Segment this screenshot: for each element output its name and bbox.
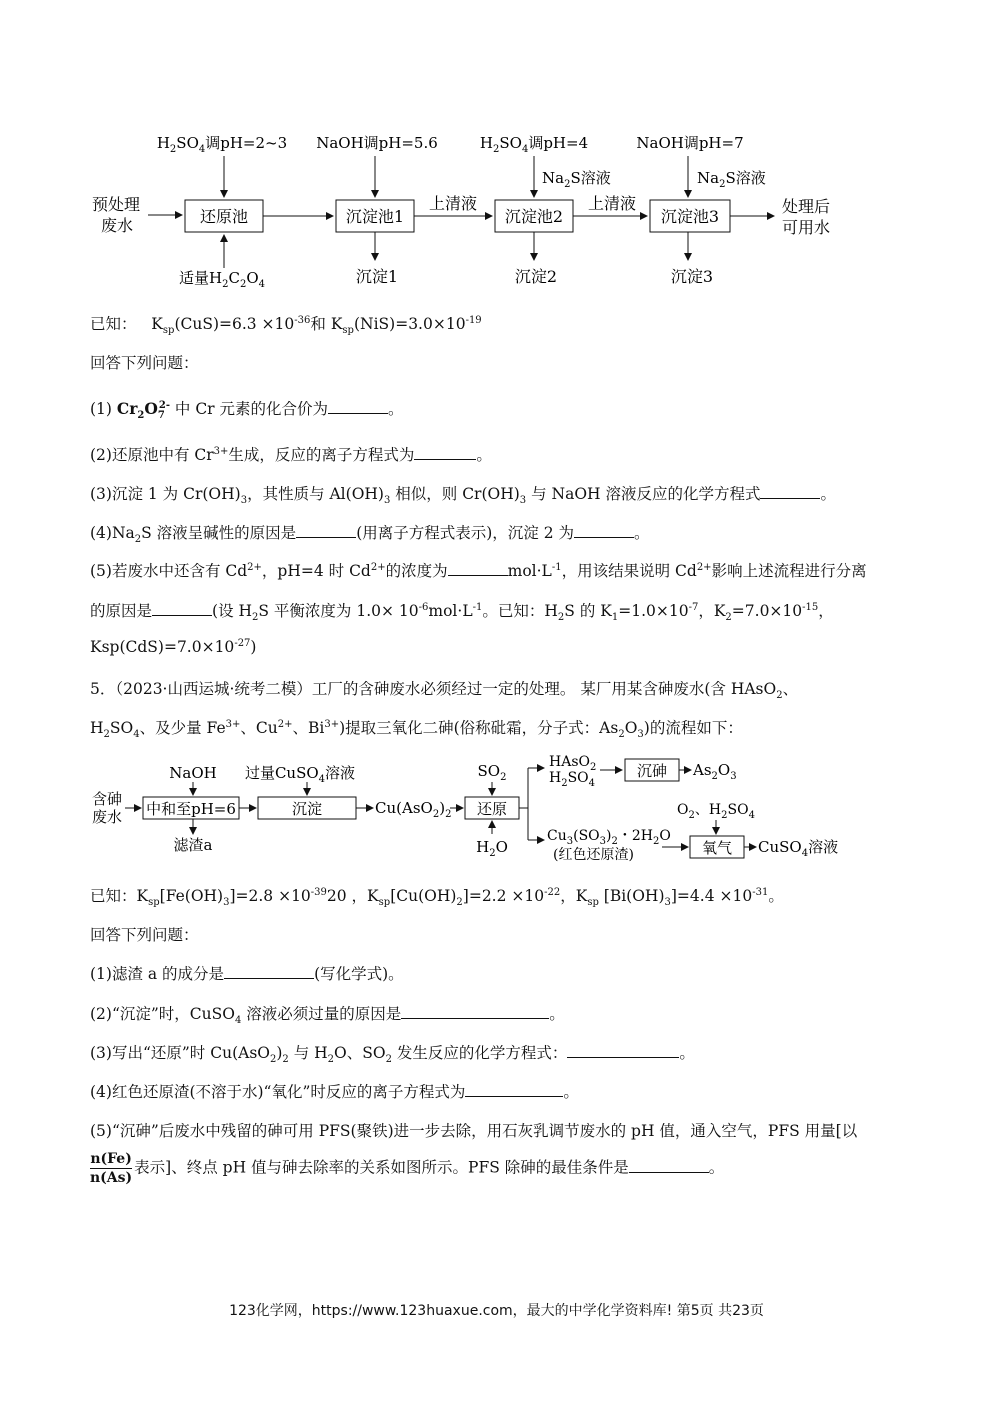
svg-text:废水: 废水 (92, 808, 123, 826)
svg-text:SO2: $SO_2$ (477, 762, 507, 783)
flow1-start-line1: 预处理 (92, 195, 141, 214)
q4-question-5-cont2: $Ksp(CdS)=7.0\times 10^{-27}$) (90, 637, 257, 656)
flowchart-2 (0, 752, 993, 872)
q5-title: 5．（2023·山西运城·统考二模）工厂的含砷废水必须经过一定的处理。 某厂用某含砷废水(含 HAsO$_2$、 (90, 680, 799, 702)
svg-text:沉淀1: 沉淀1 (355, 267, 399, 286)
svg-text:沉淀3: 沉淀3 (670, 267, 714, 286)
svg-text:还原池: 还原池 (199, 207, 249, 226)
q5-answer-intro: 回答下列问题： (90, 926, 199, 944)
q5-question-2: (2)“沉淀”时，CuSO$_4$ 溶液必须过量的原因是 。 (90, 1005, 565, 1027)
svg-text:CuSO4溶液: CuSO$_4$溶液 (758, 838, 839, 859)
flow1-end-line2: 可用水 (782, 218, 831, 237)
svg-text:NaOH调pH=5.6: NaOH调pH=5.6 (316, 134, 438, 152)
svg-text:沉淀2: 沉淀2 (514, 267, 558, 286)
svg-text:沉淀池2: 沉淀池2 (504, 207, 564, 226)
svg-text:NaOH调pH=7: NaOH调pH=7 (636, 134, 744, 152)
q4-question-2: (2)还原池中有 $Cr^{3+}$生成，反应的离子方程式为 。 (90, 445, 492, 464)
q5-question-4: (4)红色还原渣(不溶于水)“氧化”时反应的离子方程式为 。 (90, 1083, 579, 1101)
q4-question-1: (1) $Cr_2O_7^{2-}$ 中 Cr 元素的化合价为 。 (90, 399, 404, 422)
svg-text:沉淀池3: 沉淀池3 (660, 207, 720, 226)
svg-text:沉淀: 沉淀 (291, 800, 323, 818)
svg-text:上清液: 上清液 (428, 194, 478, 213)
svg-text:HAsO2: HAsO$_2$ (549, 754, 597, 773)
svg-text:As2O3: $As_2O_3$ (693, 761, 737, 782)
q5-question-3: (3)写出“还原”时 $Cu(AsO_2)_2$ 与 $H_2O$、$SO_2$ 发生反应的化学方程式： 。 (90, 1044, 695, 1066)
svg-text:氧气: 氧气 (701, 839, 733, 857)
svg-text:NaOH: NaOH (169, 764, 217, 782)
svg-text:中和至pH=6: 中和至pH=6 (146, 800, 236, 818)
svg-text:H2O: $H_2O$ (476, 838, 508, 859)
svg-text:上清液: 上清液 (587, 194, 637, 213)
svg-text:沉砷: 沉砷 (636, 762, 668, 780)
q4-question-3: (3)沉淀 1 为 $Cr(OH)_3$，其性质与 $Al(OH)_3$ 相似，则 $Cr(OH)_3$ 与 NaOH 溶液反应的化学方程式 。 (90, 485, 836, 507)
fraction: $\frac{n(Fe)}{n(As)}$ (90, 1151, 133, 1186)
svg-text:H2SO4: $H_2SO_4$ (549, 770, 596, 789)
flow1-start-line2: 废水 (101, 216, 134, 235)
q4-answer-intro: 回答下列问题： (90, 354, 199, 372)
flow1-end-line1: 处理后 (782, 197, 831, 216)
q5-known: 已知：$K_{sp}[Fe(OH)_3]=2.8 \times 10^{-39}20$ ，$K_{sp}[Cu(OH)_2]=2.2 \times 10^{-22}$，$K_{sp}$ $[Bi(OH)_3]=4.4 \times 10^{-31}$。 (90, 886, 784, 909)
svg-text:含砷: 含砷 (92, 790, 123, 808)
svg-text:过量CuSO4溶液: 过量CuSO$_4$溶液 (244, 764, 356, 785)
svg-text:Na2S溶液: $Na_2S$溶液 (697, 169, 766, 190)
svg-text:Na2S溶液: $Na_2S$溶液 (542, 169, 611, 190)
svg-text:还原: 还原 (476, 800, 508, 818)
svg-text:H2SO4调pH=4: $H_2SO_4$调pH=4 (479, 134, 589, 155)
svg-text:(红色还原渣): (红色还原渣) (553, 847, 634, 863)
svg-text:适量H2C2O4: 适量$H_2C_2O_4$ (178, 269, 266, 290)
q4-known: 已知： $K_{sp}(CuS)=6.3 \times 10^{-36}$和 $K_{sp}(NiS)=3.0\times 10^{-19}$ (90, 314, 482, 337)
q4-question-5: (5)若废水中还含有 $Cd^{2+}$，pH=4 时 $Cd^{2+}$的浓度为 $mol\cdot L^{-1}$，用该结果说明 $Cd^{2+}$影响上述流程进行分离 (90, 561, 867, 580)
q4-question-4: $(4)Na_2S$ 溶液呈碱性的原因是 (用离子方程式表示)，沉淀 2 为 。 (90, 524, 650, 546)
svg-text:沉淀池1: 沉淀池1 (345, 207, 405, 226)
q5-question-1: (1)滤渣 a 的成分是 (写化学式)。 (90, 965, 404, 983)
svg-text:H2SO4调pH=2~3: $H_2SO_4$调pH=2~3 (156, 134, 288, 155)
svg-text:滤渣a: 滤渣a (173, 836, 213, 854)
svg-text:Cu3(SO3)2・2H2O: $Cu_3(SO_3)_2$・$2H_2O$ (547, 828, 671, 847)
q4-question-5-cont: 的原因是 (设 $H_2S$ 平衡浓度为 $1.0\times 10^{-6}mol\cdot L^{-1}$。已知：$H_2S$ 的 $K_1=1.0\times 10^{-7}$，$K_2=7.0\times 10^{-15}$， (90, 601, 834, 624)
svg-text:O2、H2SO4: $O_2$、$H_2SO_4$ (677, 802, 755, 821)
q5-question-5: (5)“沉砷”后废水中残留的砷可用 PFS(聚铁)进一步去除，用石灰乳调节废水的 pH 值，通入空气，PFS 用量[以 (90, 1122, 858, 1140)
q5-title-cont: $H_2SO_4$、及少量 $Fe^{3+}$、$Cu^{2+}$、$Bi^{3+}$)提取三氧化二砷(俗称砒霜，分子式：$As_2O_3$)的流程如下： (90, 718, 743, 741)
svg-text:Cu(AsO2)2: $Cu(AsO_2)_2$ (375, 799, 452, 820)
page-footer: 123化学网，https://www.123huaxue.com，最大的中学化学资料库! 第5页 共23页 (229, 1303, 764, 1319)
flowchart-1 (0, 120, 993, 295)
q5-question-5-cont: $\frac{n(Fe)}{n(As)}$ 表示]、终点 pH 值与砷去除率的关系如图所示。PFS 除砷的最佳条件是 。 (90, 1151, 725, 1186)
